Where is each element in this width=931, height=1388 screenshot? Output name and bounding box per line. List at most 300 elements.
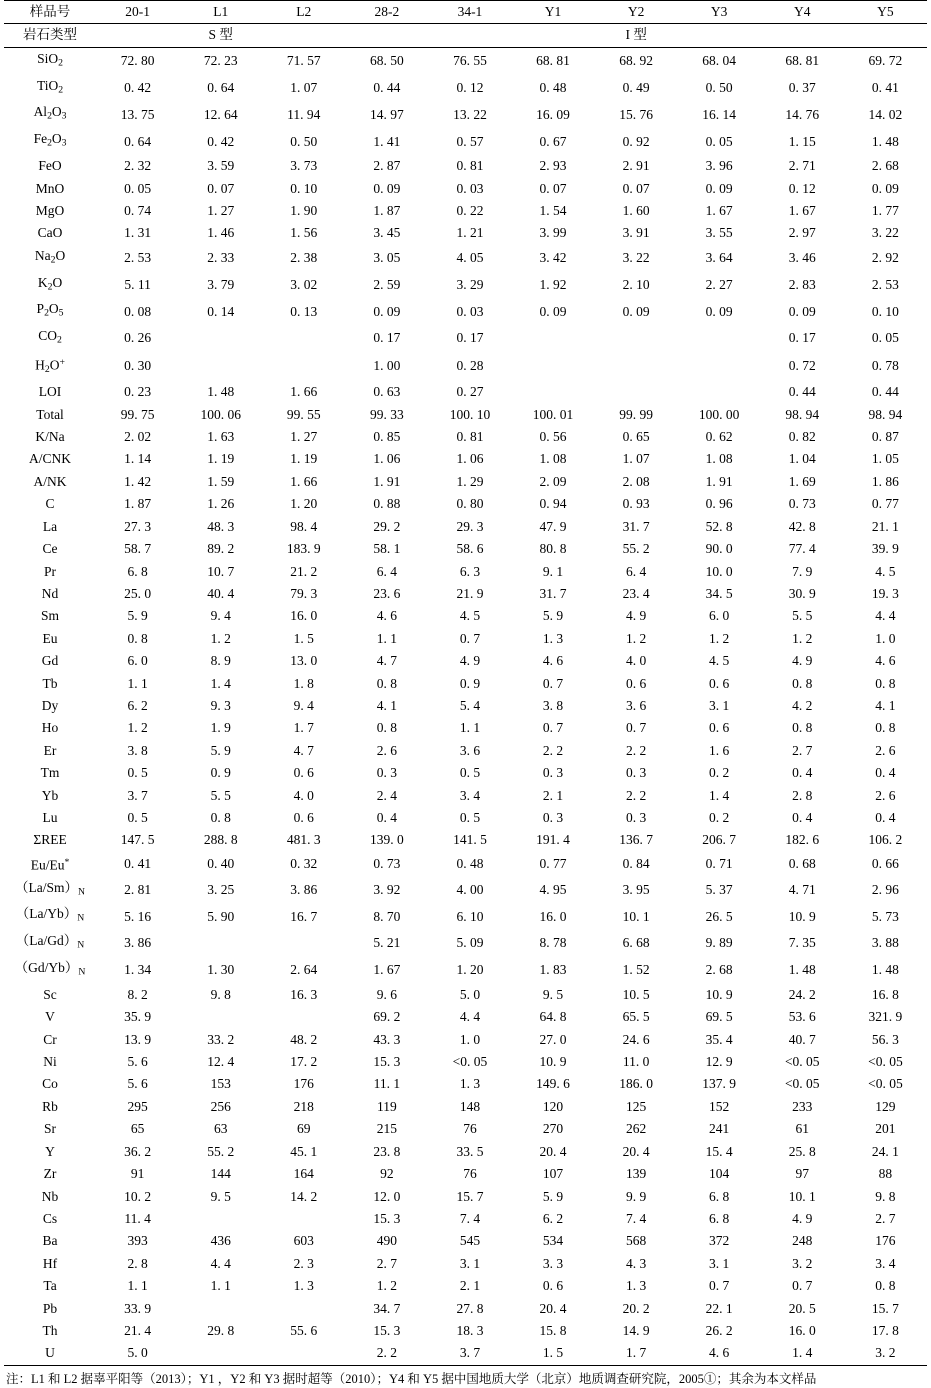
table-row <box>4 1208 927 1230</box>
row-label: Dy <box>41 697 59 713</box>
table-cell: 0. 8 <box>376 675 397 691</box>
table-cell: 0. 8 <box>875 675 896 691</box>
table-cell: 1. 6 <box>709 742 730 758</box>
column-header-sample: Y5 <box>844 1 927 24</box>
table-cell: 1. 1 <box>376 630 397 646</box>
table-row <box>4 1141 927 1163</box>
table-cell: 3. 2 <box>792 1255 813 1271</box>
table-cell: 97 <box>795 1166 809 1182</box>
table-cell: 1. 83 <box>539 962 567 978</box>
table-cell: 603 <box>293 1233 314 1249</box>
table-cell: 1. 34 <box>124 962 152 978</box>
row-label: Cs <box>42 1210 58 1226</box>
column-header-sample: L2 <box>262 1 345 24</box>
table-cell: 2. 68 <box>705 962 733 978</box>
table-cell: 0. 41 <box>871 79 899 95</box>
table-cell: 1. 14 <box>124 451 152 467</box>
table-cell <box>179 1342 262 1365</box>
table-cell: 8. 9 <box>210 653 231 669</box>
table-cell: 129 <box>875 1098 896 1114</box>
table-cell: 0. 09 <box>871 180 899 196</box>
table-cell: 0. 44 <box>871 384 899 400</box>
table-row <box>4 1073 927 1095</box>
table-cell <box>262 930 345 957</box>
table-cell: 0. 23 <box>124 384 152 400</box>
table-cell: 0. 73 <box>373 855 401 871</box>
row-label: $H_2O^+$ <box>35 357 65 375</box>
row-label: U <box>4 1342 96 1365</box>
table-cell <box>262 352 345 381</box>
table-row <box>4 381 927 403</box>
table-cell: 52. 8 <box>705 518 733 534</box>
table-cell: 0. 6 <box>625 675 647 691</box>
table-cell: 33. 2 <box>207 1031 235 1047</box>
rock-type-group: I 型 <box>345 24 927 47</box>
table-cell <box>262 1208 345 1230</box>
table-cell: 1. 07 <box>622 451 650 467</box>
row-label: Lu <box>42 809 58 825</box>
table-cell: 7. 4 <box>459 1210 481 1226</box>
table-cell: 2. 27 <box>705 276 733 292</box>
table-cell: 1. 8 <box>293 675 314 691</box>
table-cell: 4. 1 <box>376 697 397 713</box>
table-cell: 29. 3 <box>456 518 484 534</box>
table-cell: 5. 9 <box>210 742 231 758</box>
table-row <box>4 426 927 448</box>
table-cell: 10. 9 <box>539 1054 567 1070</box>
table-cell: 0. 8 <box>875 1278 896 1294</box>
table-cell: 148 <box>459 1098 481 1114</box>
table-cell: 0. 8 <box>127 630 148 646</box>
row-label: Pb <box>42 1300 58 1316</box>
table-cell: 9. 5 <box>542 986 564 1002</box>
table-cell: 3. 95 <box>622 881 650 897</box>
table-cell: 0. 62 <box>705 429 733 445</box>
table-cell: 1. 06 <box>456 451 484 467</box>
table-cell: 1. 48 <box>871 133 899 149</box>
table-cell: 11. 94 <box>287 106 321 122</box>
table-row <box>4 1186 927 1208</box>
table-cell: 4. 7 <box>293 742 314 758</box>
table-cell: 4. 4 <box>210 1255 231 1271</box>
table-cell: 56. 3 <box>871 1031 899 1047</box>
table-cell <box>262 1342 345 1365</box>
table-cell: 1. 66 <box>290 473 318 489</box>
table-cell: 4. 6 <box>542 653 564 669</box>
table-row <box>4 807 927 829</box>
table-cell: 7. 35 <box>788 935 816 951</box>
table-cell: 20. 4 <box>539 1143 567 1159</box>
table-cell: 0. 41 <box>124 855 152 871</box>
table-row <box>4 471 927 493</box>
table-cell: 201 <box>875 1121 896 1137</box>
table-cell: 0. 5 <box>127 809 148 825</box>
table-cell: 15. 3 <box>373 1322 401 1338</box>
row-label: A/NK <box>33 473 67 489</box>
table-cell: 0. 17 <box>373 330 401 346</box>
table-row <box>4 561 927 583</box>
table-cell: 9. 89 <box>705 935 733 951</box>
table-cell: <0. 05 <box>452 1054 488 1070</box>
table-cell: 0. 09 <box>705 180 733 196</box>
table-cell: 9. 4 <box>293 697 314 713</box>
row-label: $(La/Sm)_N$ <box>15 879 86 897</box>
table-cell: 1. 4 <box>709 787 730 803</box>
row-label: Nb <box>41 1188 59 1204</box>
row-label: Ni <box>43 1054 57 1070</box>
table-cell: 92 <box>380 1166 394 1182</box>
table-cell: 0. 09 <box>622 303 650 319</box>
table-cell: 0. 78 <box>871 358 899 374</box>
table-cell: 0. 63 <box>373 384 401 400</box>
table-cell: 2. 7 <box>875 1210 896 1226</box>
table-cell: 0. 26 <box>124 330 152 346</box>
table-cell <box>262 1006 345 1028</box>
table-cell: 3. 92 <box>373 881 401 897</box>
table-cell: 3. 86 <box>290 881 318 897</box>
table-cell: 6. 8 <box>127 563 148 579</box>
table-cell: 1. 1 <box>210 1278 231 1294</box>
table-cell: 0. 65 <box>622 429 650 445</box>
table-row <box>4 785 927 807</box>
table-cell: 9. 8 <box>875 1188 896 1204</box>
table-cell: 2. 32 <box>124 158 152 174</box>
table-cell: 1. 59 <box>207 473 235 489</box>
row-label: Ta <box>43 1278 57 1294</box>
table-cell: 25. 0 <box>124 585 152 601</box>
table-cell: 14. 2 <box>290 1188 318 1204</box>
table-row <box>4 128 927 155</box>
table-cell: 0. 77 <box>871 496 899 512</box>
table-cell <box>179 1006 262 1028</box>
table-row <box>4 583 927 605</box>
table-cell: <0. 05 <box>868 1076 903 1092</box>
row-label: Pr <box>44 563 57 579</box>
table-cell: 69 <box>297 1121 311 1137</box>
table-cell: 0. 7 <box>625 720 647 736</box>
table-cell: 1. 48 <box>788 962 816 978</box>
table-cell: 5. 5 <box>792 608 813 624</box>
table-cell: 29. 8 <box>207 1322 235 1338</box>
table-cell: 0. 50 <box>290 133 318 149</box>
table-cell: 0. 44 <box>373 79 401 95</box>
table-cell: 1. 46 <box>207 225 235 241</box>
table-cell: 11. 1 <box>373 1076 401 1092</box>
row-label: V <box>45 1009 55 1025</box>
table-cell: 1. 7 <box>293 720 314 736</box>
table-cell: 21. 4 <box>124 1322 152 1338</box>
table-cell: 137. 9 <box>702 1076 737 1092</box>
table-row <box>4 1320 927 1342</box>
table-cell: 3. 1 <box>709 697 730 713</box>
table-cell: 1. 27 <box>207 202 235 218</box>
table-cell: 16. 14 <box>702 106 737 122</box>
table-cell: 15. 7 <box>871 1300 899 1316</box>
row-label: K/Na <box>35 429 65 445</box>
table-cell: 0. 8 <box>210 809 231 825</box>
row-label: Nd <box>41 585 59 601</box>
table-cell: 3. 29 <box>456 276 484 292</box>
table-cell: 16. 7 <box>290 908 318 924</box>
table-cell: 53. 6 <box>788 1009 816 1025</box>
table-cell <box>262 325 345 352</box>
table-cell: 0. 48 <box>456 855 484 871</box>
table-cell: 36. 2 <box>124 1143 152 1159</box>
table-cell: 6. 0 <box>127 653 148 669</box>
table-row <box>4 1298 927 1320</box>
table-cell <box>511 325 594 352</box>
table-cell: 22. 1 <box>705 1300 733 1316</box>
table-cell: 2. 87 <box>373 158 401 174</box>
table-row <box>4 930 927 957</box>
geochemistry-table <box>4 0 927 1366</box>
table-row <box>4 404 927 426</box>
table-cell: 0. 08 <box>124 303 152 319</box>
table-cell: 2. 2 <box>345 1342 428 1365</box>
table-cell: 10. 7 <box>207 563 235 579</box>
table-cell: 79. 3 <box>290 585 318 601</box>
table-cell: 68. 04 <box>702 53 737 69</box>
table-cell: 98. 94 <box>868 406 903 422</box>
table-row <box>4 516 927 538</box>
row-label: Hf <box>42 1255 58 1271</box>
table-header-row <box>4 1 927 24</box>
table-cell: 0. 42 <box>124 79 152 95</box>
table-cell: 152 <box>709 1098 730 1114</box>
table-cell: 0. 49 <box>622 79 650 95</box>
table-cell: 10. 1 <box>788 1188 816 1204</box>
table-cell: 1. 04 <box>788 451 816 467</box>
table-cell: 0. 3 <box>542 765 564 781</box>
table-cell: 3. 02 <box>290 276 318 292</box>
table-cell: 29. 2 <box>373 518 401 534</box>
table-cell: 76. 55 <box>453 53 487 69</box>
table-cell: 2. 6 <box>376 742 397 758</box>
table-row <box>4 695 927 717</box>
table-cell: 16. 0 <box>539 908 567 924</box>
row-label: Gd <box>41 653 59 669</box>
table-cell: 0. 44 <box>788 384 816 400</box>
table-cell: 186. 0 <box>619 1076 653 1092</box>
table-cell <box>179 1208 262 1230</box>
table-cell: 1. 87 <box>373 202 401 218</box>
table-row <box>4 650 927 672</box>
table-cell: 27. 3 <box>124 518 152 534</box>
row-label: $(La/Gd)_N$ <box>15 933 85 951</box>
table-cell: 107 <box>542 1166 564 1182</box>
table-row <box>4 325 927 352</box>
table-cell: 3. 91 <box>622 225 650 241</box>
row-label: $K_2O$ <box>37 274 63 292</box>
table-cell: 2. 3 <box>293 1255 314 1271</box>
table-cell: 0. 87 <box>871 429 899 445</box>
table-cell: 9. 5 <box>210 1188 231 1204</box>
table-cell: 4. 5 <box>459 608 481 624</box>
table-row <box>4 1118 927 1140</box>
table-cell: 1. 29 <box>456 473 484 489</box>
table-cell: 5. 21 <box>373 935 401 951</box>
table-cell: 1. 2 <box>792 630 813 646</box>
table-cell: 1. 54 <box>539 202 567 218</box>
table-cell: 1. 63 <box>207 429 235 445</box>
row-label: La <box>42 518 58 534</box>
table-cell: 256 <box>210 1098 231 1114</box>
table-cell: 0. 3 <box>542 809 564 825</box>
row-label: Y <box>45 1143 55 1159</box>
table-cell: 72. 23 <box>203 53 238 69</box>
table-cell: 6. 10 <box>456 908 484 924</box>
table-cell: 5. 73 <box>871 908 899 924</box>
table-cell: 0. 68 <box>788 855 816 871</box>
table-cell: 0. 6 <box>293 765 314 781</box>
table-cell: 68. 81 <box>536 53 570 69</box>
table-row <box>4 762 927 784</box>
table-cell: 1. 08 <box>705 451 733 467</box>
table-cell: 27. 8 <box>456 1300 484 1316</box>
table-cell: 534 <box>542 1233 564 1249</box>
table-note: 注：L1 和 L2 据辜平阳等（2013）；Y1 ，Y2 和 Y3 据时超等（2010）；Y4 和 Y5 据中国地质大学（北京）地质调查研究院，2005①；其余为本文样品 <box>6 1371 817 1386</box>
table-cell: 0. 88 <box>373 496 401 512</box>
table-cell: 3. 99 <box>539 225 567 241</box>
table-cell: 2. 7 <box>376 1255 397 1271</box>
table-cell: 2. 59 <box>373 276 401 292</box>
table-cell <box>511 352 594 381</box>
table-cell: 0. 09 <box>373 180 401 196</box>
row-label: $P_2O_5$ <box>36 301 64 319</box>
table-cell: 0. 10 <box>871 303 899 319</box>
table-cell: 2. 7 <box>792 742 813 758</box>
table-cell: 0. 09 <box>373 303 401 319</box>
table-cell: 6. 4 <box>376 563 397 579</box>
table-cell: 2. 8 <box>792 787 813 803</box>
table-cell: 4. 1 <box>875 697 896 713</box>
table-cell: 0. 5 <box>459 809 481 825</box>
table-cell: 40. 4 <box>207 585 235 601</box>
table-cell: 241 <box>709 1121 730 1137</box>
table-cell: 2. 6 <box>875 742 896 758</box>
table-cell: 88 <box>878 1166 893 1182</box>
table-cell: 104 <box>709 1166 730 1182</box>
table-cell: 12. 0 <box>373 1188 401 1204</box>
table-cell: 2. 1 <box>542 787 564 803</box>
header-row-label: 样品号 <box>4 1 96 24</box>
table-cell: 3. 22 <box>622 249 650 265</box>
table-cell: 2. 68 <box>871 158 899 174</box>
table-cell: 1. 1 <box>459 720 481 736</box>
table-cell: 0. 37 <box>788 79 816 95</box>
table-cell: 5. 37 <box>705 881 733 897</box>
table-cell: 1. 0 <box>875 630 896 646</box>
table-cell: 64. 8 <box>539 1009 567 1025</box>
table-cell: 0. 8 <box>376 720 397 736</box>
table-cell: 5. 6 <box>127 1054 148 1070</box>
table-cell: <0. 05 <box>784 1076 820 1092</box>
row-label: Total <box>36 406 64 422</box>
row-label: $Al_2O_3$ <box>33 104 67 122</box>
table-cell: 99. 99 <box>619 406 653 422</box>
row-label: Yb <box>41 787 59 803</box>
table-row <box>4 75 927 102</box>
table-row <box>4 1051 927 1073</box>
table-cell: 15. 76 <box>619 106 653 122</box>
table-cell: 3. 46 <box>788 249 816 265</box>
row-label: Cr <box>43 1031 57 1047</box>
table-cell <box>179 352 262 381</box>
table-cell: 21. 1 <box>871 518 899 534</box>
table-cell: 1. 4 <box>761 1342 844 1365</box>
table-cell <box>595 352 678 381</box>
table-cell: 3. 8 <box>127 742 148 758</box>
column-header-sample: Y4 <box>761 1 844 24</box>
table-cell: 0. 81 <box>456 429 484 445</box>
table-cell: 5. 9 <box>542 608 564 624</box>
table-cell: 1. 2 <box>625 630 647 646</box>
table-cell: 1. 20 <box>290 496 318 512</box>
table-cell: 6. 68 <box>622 935 650 951</box>
table-cell: 1. 5 <box>293 630 314 646</box>
table-cell: 5. 0 <box>459 986 481 1002</box>
table-cell: 10. 1 <box>622 908 650 924</box>
table-row <box>4 1029 927 1051</box>
table-cell: 31. 7 <box>539 585 567 601</box>
table-cell: 4. 9 <box>625 608 647 624</box>
table-cell: 3. 4 <box>459 787 481 803</box>
table-cell: 4. 5 <box>875 563 896 579</box>
table-cell: 0. 05 <box>871 330 899 346</box>
table-row <box>4 47 927 74</box>
table-cell: 164 <box>293 1166 314 1182</box>
table-cell: 58. 7 <box>124 541 152 557</box>
table-row <box>4 1253 927 1275</box>
column-header-sample: 34-1 <box>428 1 511 24</box>
table-cell: 24. 2 <box>788 986 816 1002</box>
table-cell: 0. 67 <box>539 133 567 149</box>
table-cell: 23. 6 <box>373 585 401 601</box>
table-cell: 0. 7 <box>709 1278 730 1294</box>
table-cell: 4. 0 <box>293 787 314 803</box>
table-cell: 3. 05 <box>373 249 401 265</box>
table-row <box>4 298 927 325</box>
table-cell: 27. 0 <box>539 1031 567 1047</box>
table-cell: 1. 41 <box>373 133 401 149</box>
table-cell: 0. 8 <box>792 675 813 691</box>
table-cell: 35. 9 <box>124 1009 152 1025</box>
table-row <box>4 1163 927 1185</box>
table-cell <box>678 381 761 403</box>
table-cell: 100. 01 <box>532 406 574 422</box>
row-label: $(Gd/Yb)_N$ <box>14 960 86 978</box>
table-cell: 153 <box>210 1076 231 1092</box>
row-label: A/CNK <box>29 451 72 467</box>
table-cell: 490 <box>376 1233 397 1249</box>
table-cell <box>595 325 678 352</box>
table-cell: 23. 4 <box>622 585 650 601</box>
table-cell: 43. 3 <box>373 1031 401 1047</box>
table-cell: 1. 15 <box>788 133 816 149</box>
table-cell: 1. 67 <box>373 962 401 978</box>
table-cell: 7. 9 <box>792 563 813 579</box>
table-cell: 16. 8 <box>871 986 899 1002</box>
table-cell: 8. 70 <box>373 908 401 924</box>
table-cell: 0. 28 <box>456 358 484 374</box>
table-cell: 1. 26 <box>207 496 235 512</box>
table-cell: 100. 06 <box>200 406 241 422</box>
row-label: Ho <box>41 720 59 736</box>
row-label: Sr <box>44 1121 57 1137</box>
table-cell: 2. 09 <box>539 473 567 489</box>
table-cell: 1. 92 <box>539 276 567 292</box>
table-cell: 2. 4 <box>376 787 397 803</box>
